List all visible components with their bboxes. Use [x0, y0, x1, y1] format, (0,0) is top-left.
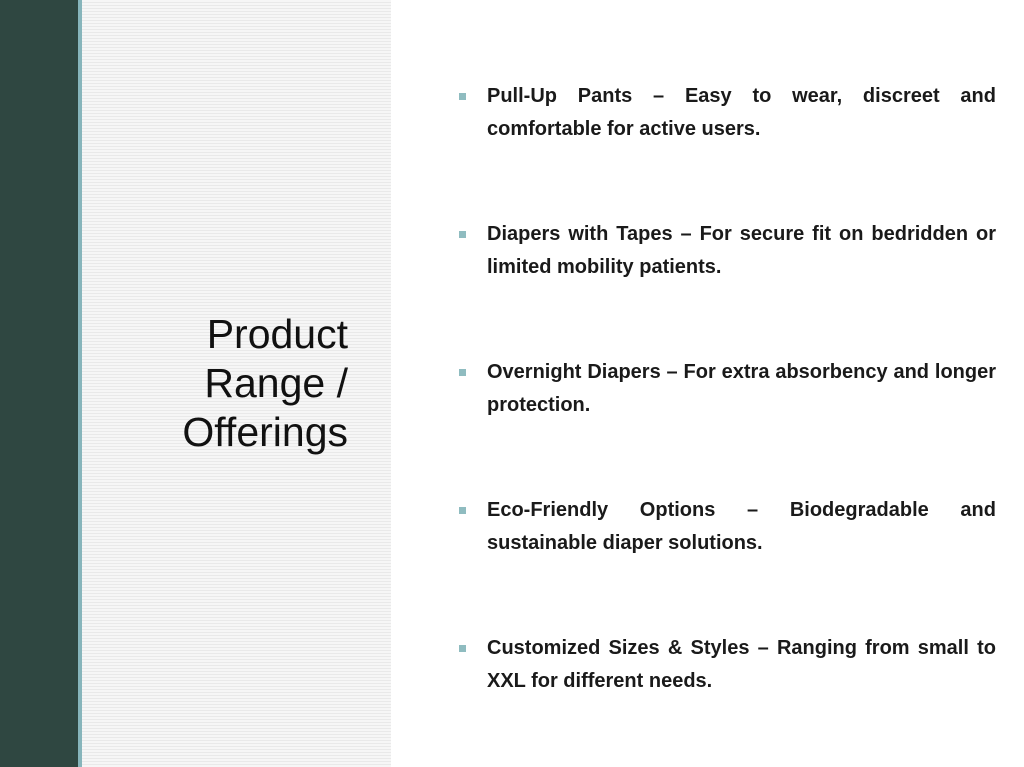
- bullet-text: Eco-Friendly Options – Biodegradable and sustainable diaper solutions.: [487, 499, 996, 554]
- slide-title-line: Range /: [204, 360, 348, 406]
- slide-title-line: Offerings: [182, 409, 348, 455]
- slide-title-line: Product: [206, 311, 348, 357]
- bullet-text: Customized Sizes & Styles – Ranging from small to XXL for different needs.: [487, 637, 996, 692]
- bullet-item-customized-sizes: [459, 632, 996, 698]
- bullet-item-diapers-with-tapes: [459, 218, 996, 284]
- square-bullet-icon: [459, 507, 466, 514]
- square-bullet-icon: [459, 369, 466, 376]
- bullet-list: [459, 80, 996, 698]
- bullet-text: Pull-Up Pants – Easy to wear, discreet and comfortable for active users.: [487, 85, 996, 140]
- bullet-text: Overnight Diapers – For extra absorbency and longer protection.: [487, 361, 996, 416]
- bullet-item-eco-friendly-options: [459, 494, 996, 560]
- bullet-item-overnight-diapers: [459, 356, 996, 422]
- square-bullet-icon: [459, 93, 466, 100]
- bullet-item-pull-up-pants: [459, 80, 996, 146]
- square-bullet-icon: [459, 231, 466, 238]
- bullet-text: Diapers with Tapes – For secure fit on bedridden or limited mobility patients.: [487, 223, 996, 278]
- slide-title: [88, 310, 348, 457]
- square-bullet-icon: [459, 645, 466, 652]
- sidebar-dark-band: [0, 0, 78, 767]
